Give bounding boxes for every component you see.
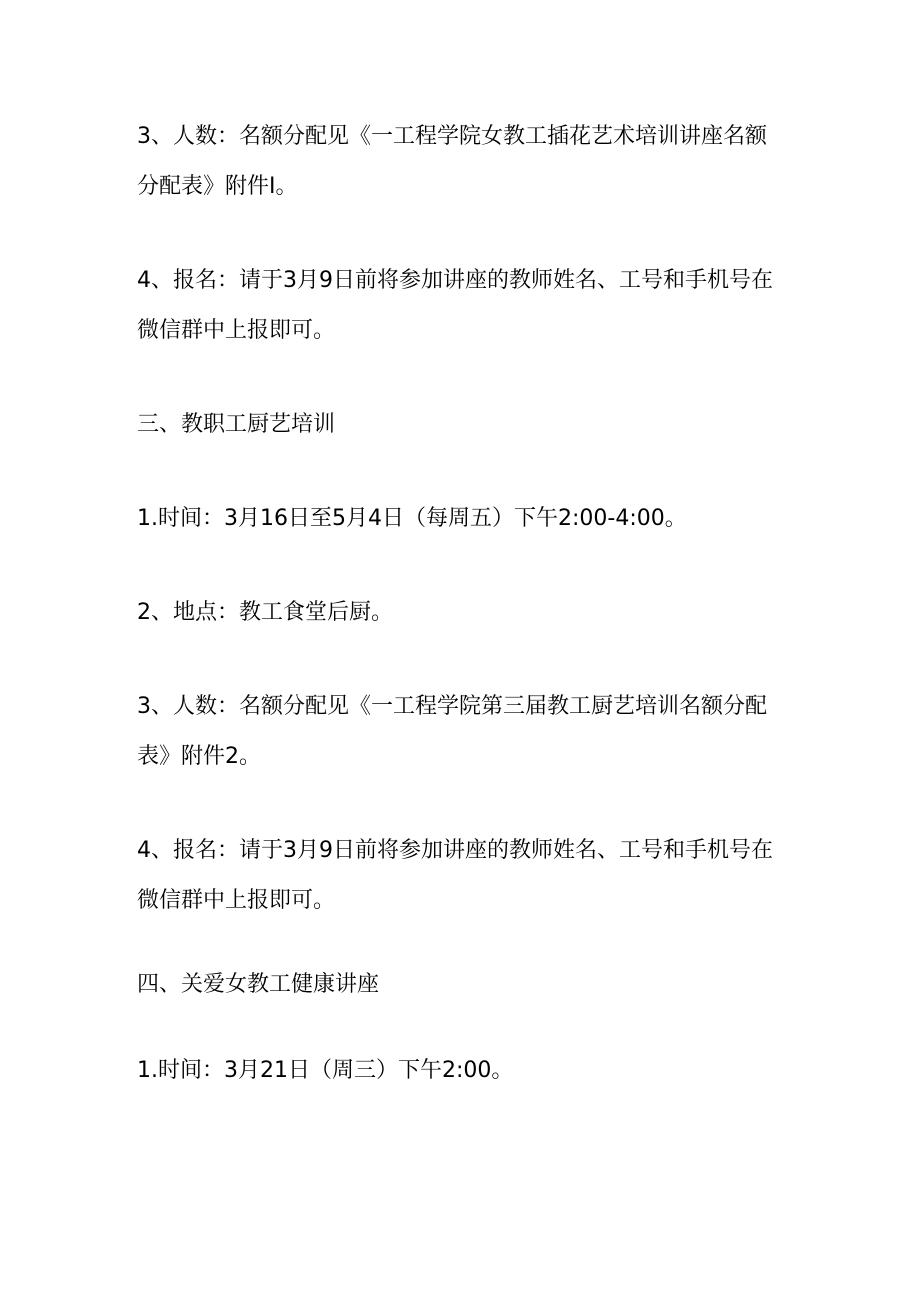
section-heading-cooking: 三、教职工厨艺培训 <box>137 412 336 437</box>
paragraph-time-health: 1.时间：3月21日（周三）下午2:00。 <box>137 1058 514 1083</box>
section-heading-health: 四、关爱女教工健康讲座 <box>137 972 380 997</box>
paragraph-signup-flower: 4、报名：请于3月9日前将参加讲座的教师姓名、工号和手机号在微信群中上报即可。 <box>137 268 773 343</box>
paragraph-quota-cooking: 3、人数：名额分配见《一工程学院第三届教工厨艺培训名额分配表》附件2。 <box>137 694 767 769</box>
paragraph-location-cooking: 2、地点：教工食堂后厨。 <box>137 600 393 625</box>
paragraph-time-cooking: 1.时间：3月16日至5月4日（每周五）下午2:00-4:00。 <box>137 506 687 531</box>
paragraph-quota-flower: 3、人数：名额分配见《一工程学院女教工插花艺术培训讲座名额分配表》附件I。 <box>137 124 767 199</box>
paragraph-signup-cooking: 4、报名：请于3月9日前将参加讲座的教师姓名、工号和手机号在微信群中上报即可。 <box>137 838 773 913</box>
